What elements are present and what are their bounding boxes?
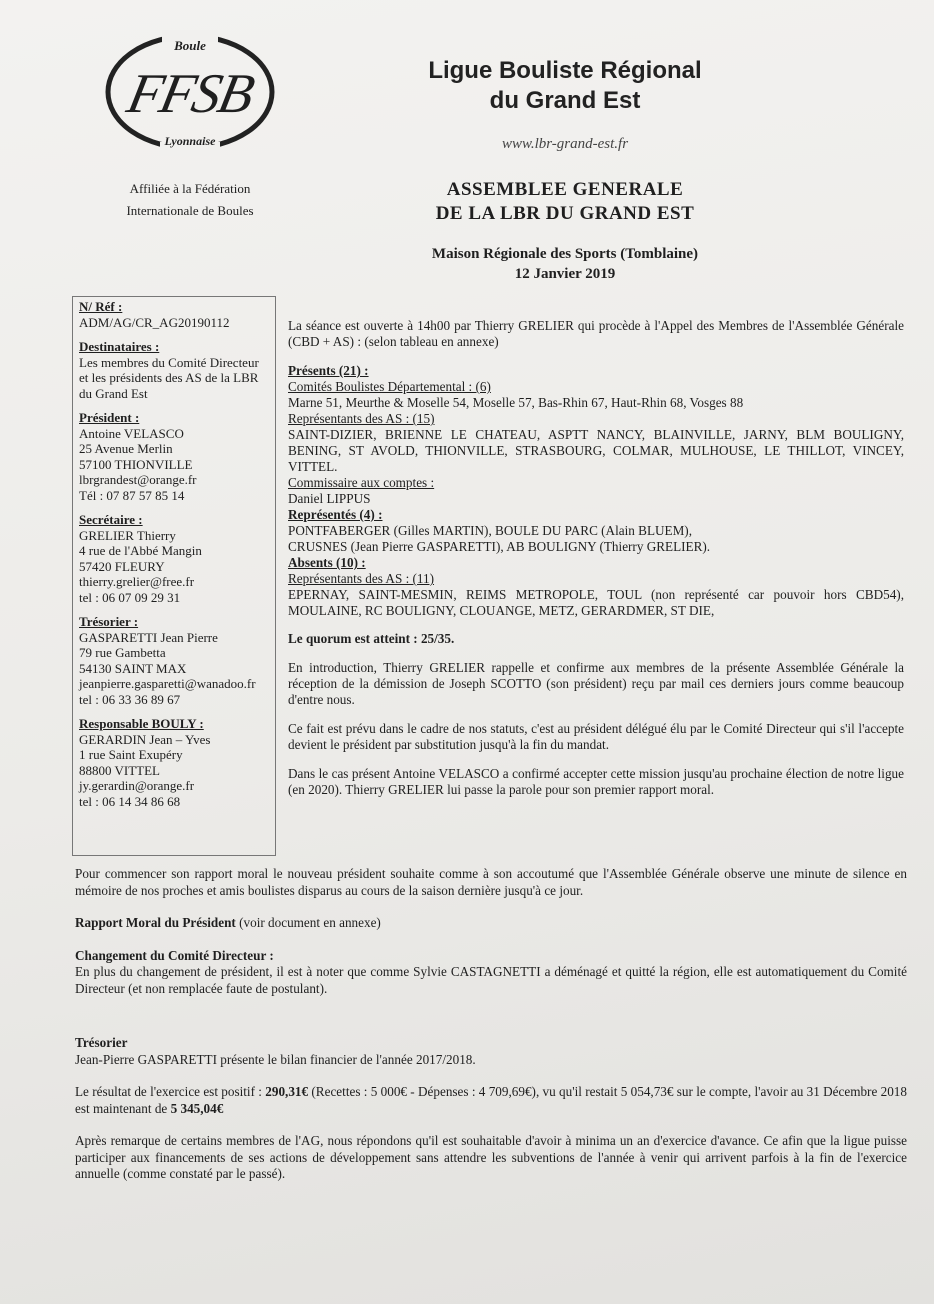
president-email[interactable]: lbrgrandest@orange.fr [79, 472, 197, 487]
treasurer-block: Trésorier Jean-Pierre GASPARETTI présente le bilan financier de l'année 2017/2018. [75, 1035, 476, 1067]
moral-report-line: Rapport Moral du Président (voir document en annexe) [75, 915, 381, 930]
attendance-block: Présents (21) : Comités Boulistes Départemental : (6) Marne 51, Meurthe & Moselle 54, Moselle 57, Bas-Rhin 67, Haut-Rhin 68, Vosges 88 Représentants des AS : (15) SAINT-DIZIER, BRIENNE LE CHATEAU, ASPTT NANCY, BLAINVILLE, JARNY, BLM BOULIGNY, BENING, ST AVOLD, THIONVILLE, STRASBOURG, COLMAR, MULHOUSE, LE THILLOT, VINCEY, VITTEL. Commissaire aux comptes : Daniel LIPPUS Représentés (4) : PONTFABERGER (Gilles MARTIN), BOULE DU PARC (Alain BLUEM), CRUSNES (Jean Pierre GASPARETTI), AB BOULIGNY (Thierry GRELIER). Absents (10) : Représentants des AS : (11) EPERNAY, SAINT-MESMIN, REIMS METROPOLE, TOUL (non représenté car pouvoir hors CBD54), MOULAINE, RC BOULIGNY, CLOUANGE, METZ, GERARDMER, ST DIE, [288, 363, 904, 618]
financial-result-paragraph: Le résultat de l'exercice est positif : 290,31€ (Recettes : 5 000€ - Dépenses : 4 709,69€), vu qu'il restait 5 054,73€ sur le compte, l'avoir au 31 Décembre 2018 est maintenant de 5 345,04€ [75, 1084, 907, 1116]
secretary-contact: Secrétaire : GRELIER Thierry 4 rue de l'Abbé Mangin 57420 FLEURY thierry.grelier@free.fr tel : 06 07 09 29 31 [79, 512, 269, 605]
velasco-paragraph: Dans le cas présent Antoine VELASCO a confirmé accepter cette mission jusqu'au prochaine élection de notre ligue (en 2020). Thierry GRELIER lui passe la parole pour son premier rapport moral. [288, 766, 904, 797]
statutes-paragraph: Ce fait est prévu dans le cadre de nos statuts, c'est au président délégué élu par le Comité Directeur qui s'il l'accepte devient le président par substitution jusqu'à la fin du mandat. [288, 721, 904, 752]
president-contact: Président : Antoine VELASCO 25 Avenue Merlin 57100 THIONVILLE lbrgrandest@orange.fr Tél : 07 87 57 85 14 [79, 410, 269, 503]
bouly-contact: Responsable BOULY : GERARDIN Jean – Yves 1 rue Saint Exupéry 88800 VITTEL jy.gerardin@orange.fr tel : 06 14 34 86 68 [79, 716, 269, 809]
venue-date: Maison Régionale des Sports (Tomblaine) 12 Janvier 2019 [431, 246, 699, 282]
minutes-main-column [288, 318, 904, 811]
minutes-lower-section [75, 866, 907, 1199]
quorum-line: Le quorum est atteint : 25/35. [288, 631, 455, 646]
treasurer-contact: Trésorier : GASPARETTI Jean Pierre 79 rue Gambetta 54130 SAINT MAX jeanpierre.gasparetti@wanadoo.fr tel : 06 33 36 89 67 [79, 614, 269, 707]
bouly-email[interactable]: jy.gerardin@orange.fr [79, 778, 195, 793]
assembly-title: ASSEMBLEE GENERALE DE LA LBR DU GRAND EST [435, 179, 695, 224]
contacts-sidebar [72, 296, 276, 856]
logo-text: Boule FFSB Lyonnaise [122, 38, 258, 148]
recipients-section: Destinataires : Les membres du Comité Directeur et les présidents des AS de la LBR du Grand Est [79, 339, 259, 401]
reference-section: N/ Réf : ADM/AG/CR_AG20190112 [79, 299, 230, 330]
website-link[interactable]: www.lbr-grand-est.fr [501, 136, 629, 152]
minute-silence-paragraph: Pour commencer son rapport moral le nouveau président souhaite comme à son accoutumé que l'Assemblée Générale observe une minute de silence en mémoire de nos proches et amis boulistes disparus au cours de la saison dernière jusqu'à ce jour. [75, 866, 907, 898]
treasurer-email[interactable]: jeanpierre.gasparetti@wanadoo.fr [79, 676, 256, 691]
secretary-email[interactable]: thierry.grelier@free.fr [79, 574, 195, 589]
affiliation-text: Affiliée à la Fédération Internationale de Boules [126, 181, 254, 218]
remark-paragraph: Après remarque de certains membres de l'AG, nous répondons qu'il est souhaitable d'avoir à minima un an d'exercice d'avance. Ce afin que la ligue puisse participer aux financements de ses actions de développement sans attendre les subventions de l'année à venir qui arrivent parfois à la fin de l'exercice annuelle (comme constaté par le passé). [75, 1133, 907, 1181]
opening-paragraph: La séance est ouverte à 14h00 par Thierry GRELIER qui procède à l'Appel des Membres de l'Assemblée Générale (CBD + AS) : (selon tableau en annexe) [288, 318, 904, 349]
committee-change-block: Changement du Comité Directeur : En plus du changement de président, il est à noter que comme Sylvie CASTAGNETTI a déménagé et quitté la région, elle est automatiquement du Comité Directeur (et non remplacée faute de postulant). [75, 947, 907, 996]
intro-paragraph: En introduction, Thierry GRELIER rappelle et confirme aux membres de la présente Assemblée Générale la réception de la démission de Joseph SCOTTO (son président) reçu par mail ces derniers jours comme beaucoup d'entre nous. [288, 660, 904, 707]
league-title: Ligue Bouliste Régional du Grand Est [428, 57, 702, 114]
